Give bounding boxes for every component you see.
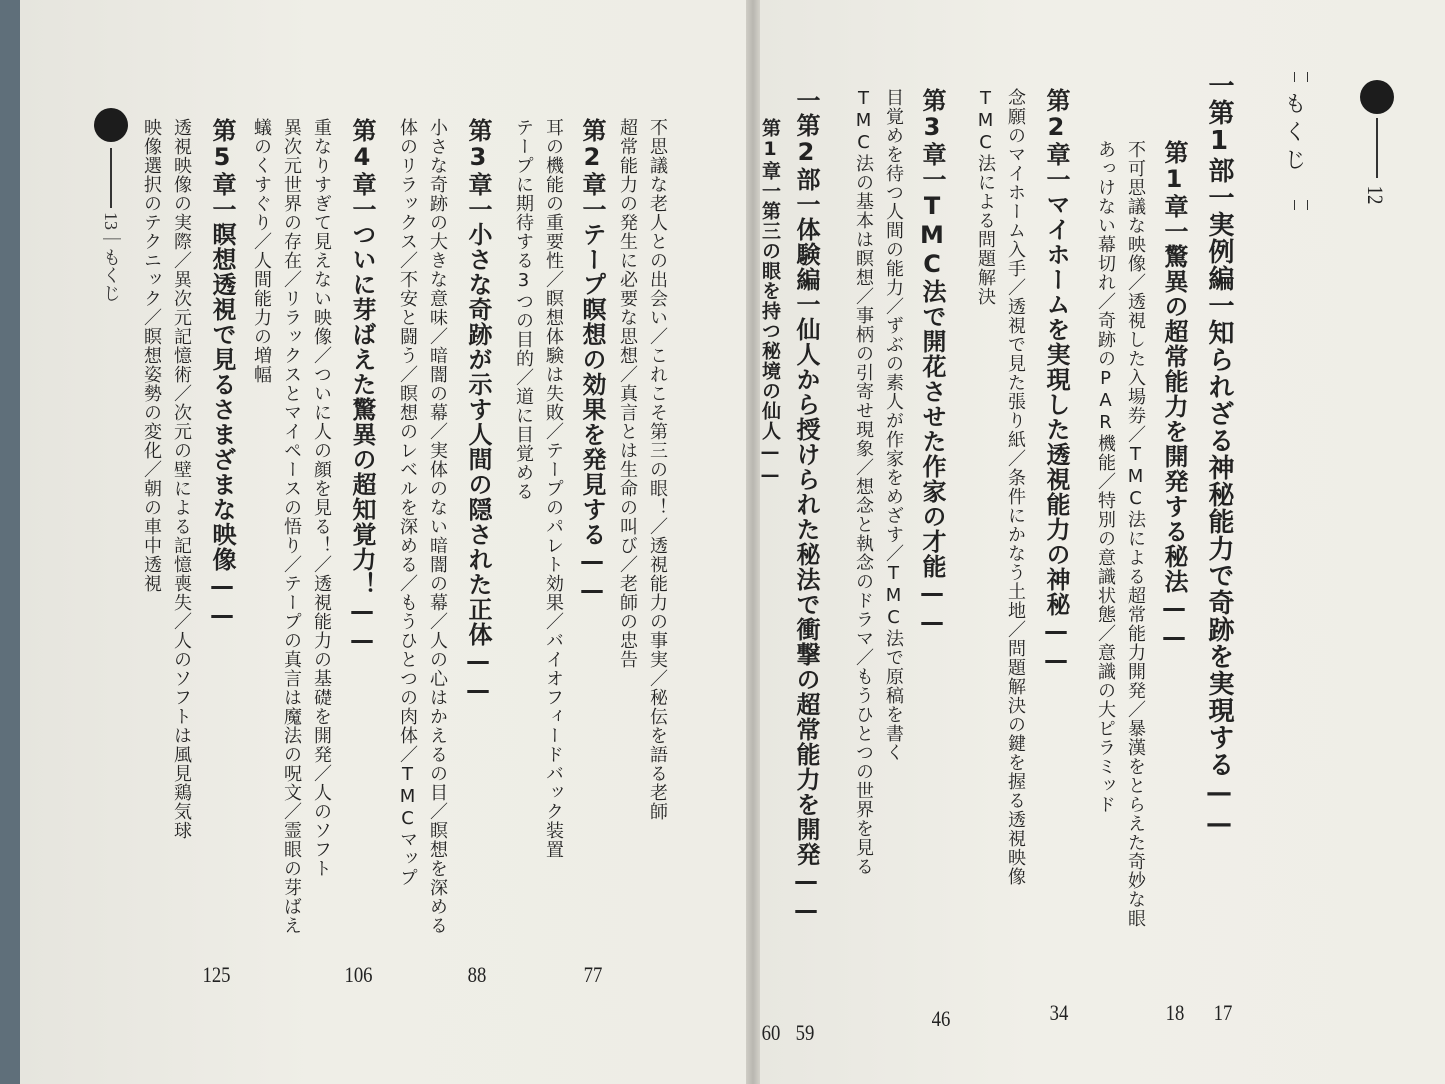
toc-left-chapter-3[interactable]: 第3章一小さな奇跡が示す人間の隠された正体—— [464,118,492,705]
mokuji-rule-top [1294,72,1308,82]
toc-part-1-page: 17 [1213,1000,1233,1025]
toc-left-summary-2b: テープに期待する3つの目的／道に目覚める [513,118,534,501]
toc-part-1[interactable]: 一第1部一実例編一知られざる神秘能力で奇跡を実現する—— [1204,72,1234,840]
toc-left-chapter-2[interactable]: 第2章一テープ瞑想の効果を発見する—— [578,118,606,605]
toc-title: もくじ [1281,92,1306,176]
toc-left-chapter-5[interactable]: 第5章一瞑想透視で見るさまざまな映像—— [208,118,236,630]
left-page [20,0,748,1084]
toc-chapter-1-summary-b: あっけない幕切れ／奇跡のPAR機能／特別の意識状態／意識の大ピラミッド [1095,140,1116,814]
running-head-rule-left [110,148,112,208]
toc-chapter-3[interactable]: 第3章一TMC法で開花させた作家の才能—— [918,88,946,637]
toc-left-summary-5b: 映像選択のテクニック／瞑想姿勢の変化／朝の車中透視 [141,118,162,593]
toc-chapter-2[interactable]: 第2章一マイホームを実現した透視能力の神秘—— [1042,88,1070,675]
toc-chapter-3-summary-b: TMC法の基本は瞑想／事柄の引寄せ現象／想念と執念のドラマ／もうひとつの世界を見る [853,88,874,876]
toc-chapter-1-page: 18 [1165,1000,1185,1025]
toc-chapter-3-summary-a: 目覚めを待つ人間の能力／ずぶの素人が作家をめざす／TMC法で原稿を書く [883,88,904,762]
toc-chapter-3-page: 46 [931,1006,951,1031]
mokuji-rule-bottom [1294,200,1308,210]
toc-left-chapter-5-page: 125 [202,962,231,987]
toc-left-summary-3b: 体のリラックス／不安と闘う／瞑想のレベルを深める／もうひとつの肉体／TMCマップ [397,118,418,887]
toc-part-2-chapter-1-page: 60 [761,1020,781,1045]
toc-left-summary-2a: 耳の機能の重要性／瞑想体験は失敗／テープのパレト効果／バイオフィードバック装置 [543,118,564,859]
toc-part-2-chapter-1[interactable]: 第1章一第三の眼を持つ秘境の仙人—— [759,118,781,487]
toc-left-summary-3a: 小さな奇跡の大きな意味／暗闇の幕／実体のない暗闇の幕／人の心はかえるの目／瞑想を深める [427,118,448,935]
toc-chapter-2-summary-b: TMC法による問題解決 [975,88,996,306]
toc-chapter-2-summary-a: 念願のマイホーム入手／透視で見た張り紙／条件にかなう土地／問題解決の鍵を握る透視映像 [1005,88,1026,886]
toc-left-summary-5a: 透視映像の実際／異次元記憶術／次元の壁による記憶喪失／人のソフトは風見鶏気球 [171,118,192,840]
toc-left-chapter-3-page: 88 [467,962,487,987]
toc-left-summary-4a: 重なりすぎて見えない映像／ついに人の顔を見る！／透視能力の基礎を開発／人のソフト [311,118,332,878]
toc-part-2[interactable]: 一第2部一体験編一仙人から授けられた秘法で衝撃の超常能力を開発—— [792,88,820,925]
toc-left-chapter-4[interactable]: 第4章一ついに芽ばえた驚異の超知覚力！—— [348,118,376,655]
toc-left-summary-1a: 不思議な老人との出会い／これこそ第三の眼！／透視能力の事実／秘伝を語る老師 [647,118,668,821]
page-number-rule-right [1376,118,1378,178]
toc-chapter-2-page: 34 [1049,1000,1069,1025]
toc-chapter-1-summary-a: 不可思議な映像／透視した入場券／TMC法による超常能力開発／暴漢をとらえた奇妙な眼 [1125,140,1146,928]
toc-left-chapter-2-page: 77 [583,962,603,987]
toc-left-summary-1b: 超常能力の発生に必要な思想／真言とは生命の叫び／老師の忠告 [617,118,638,669]
book-gutter [746,0,760,1084]
toc-chapter-1[interactable]: 第1章一驚異の超常能力を開発する秘法—— [1160,140,1188,652]
toc-part-2-page: 59 [795,1020,815,1045]
toc-left-chapter-4-page: 106 [344,962,373,987]
page-marker-dot-right [1360,80,1394,114]
left-running-head: 13｜もくじ [101,212,121,302]
right-page-number: 12 [1363,185,1388,205]
toc-left-summary-4c: 蟻のくすぐり／人間能力の増幅 [251,118,272,384]
page-marker-dot-left [94,108,128,142]
toc-left-summary-4b: 異次元世界の存在／リラックスとマイペースの悟り／テープの真言は魔法の呪文／霊眼の芽ばえ [281,118,302,935]
